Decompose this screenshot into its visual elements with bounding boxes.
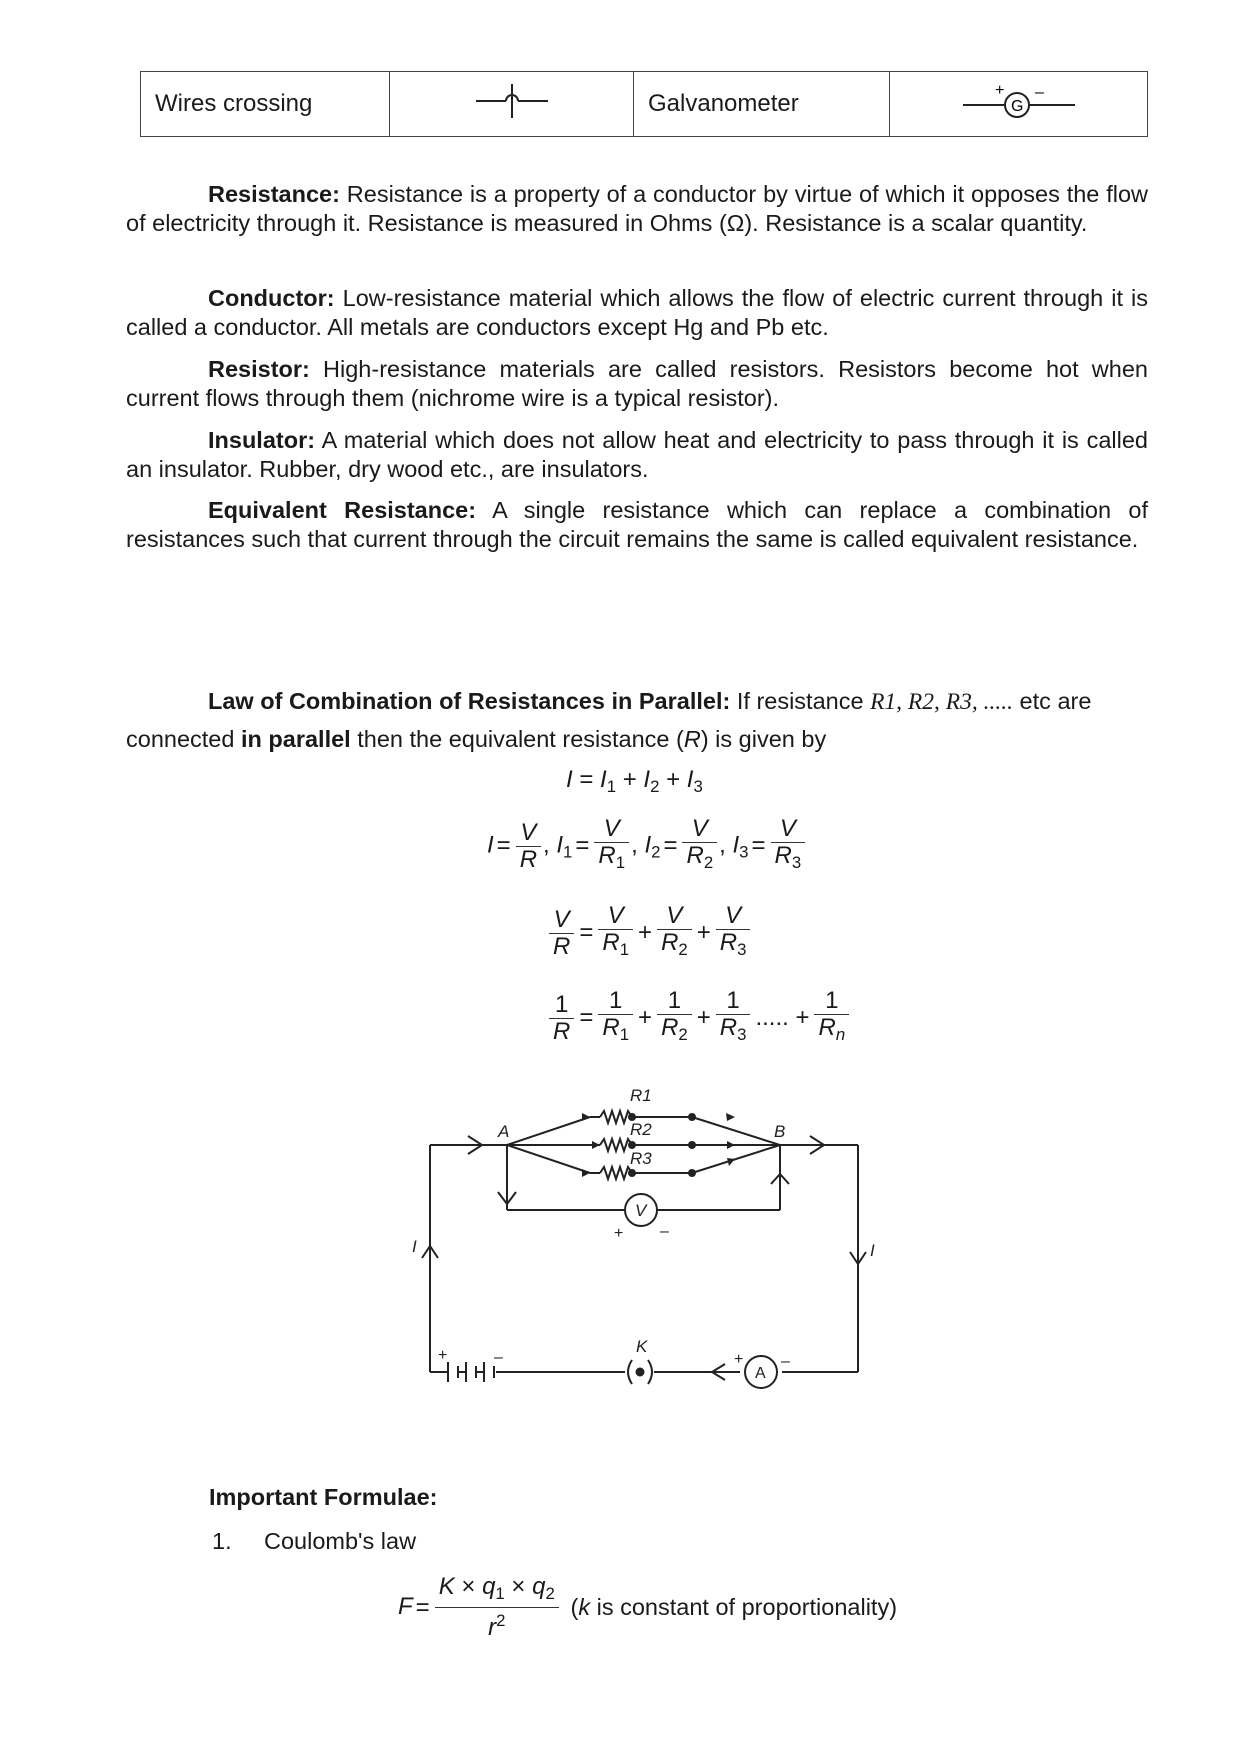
insulator-term: Insulator: (208, 427, 316, 453)
formula-item-number: 1. (212, 1528, 232, 1554)
equivalent-paragraph (126, 496, 1148, 554)
voltmeter-label: V (635, 1201, 647, 1220)
parallel-circuit-diagram (400, 1080, 880, 1400)
wires-crossing-label: Wires crossing (141, 72, 390, 137)
equation-ohms-law: I = $\frac{V}{R}$ , $I_1$ = $\frac{V}{R_1}$ , $I_2$ = $\frac{V}{R_2}$ , $I_3$ = $\frac{V}{R_3}$ (487, 816, 807, 876)
resistor-term: Resistor: (208, 356, 310, 382)
galvanometer-icon (890, 72, 1148, 137)
coulomb-law-equation: F = $\frac{K \times q_1 \times q_2}{r^2}$ (k is constant of proportionality) (398, 1573, 898, 1641)
node-a-label: A (498, 1122, 510, 1141)
equation-reciprocal-sum: $\frac{1}{R}$ = $\frac{1}{R_1}$ + $\frac{1}{R_2}$ + $\frac{1}{R_3}$ ..... + $\frac{1}{R_n}$ (547, 988, 851, 1048)
galvanometer-letter: G (1010, 97, 1023, 115)
equation-current-sum: $I = I_1 + I_2 + I_3$ (566, 766, 703, 796)
parallel-law-term: Law of Combination of Resistances in Parallel: (208, 688, 731, 714)
equivalent-text: A single resistance which can replace a combination of resistances such that current through the circuit remains the same is called equivalent resistance. (126, 497, 1148, 552)
symbol-table (140, 71, 1148, 137)
equivalent-term: Equivalent Resistance: (208, 497, 477, 523)
r1-label: R1 (630, 1086, 652, 1105)
resistor-paragraph (126, 355, 1148, 413)
resistor-text: High-resistance materials are called resistors. Resistors become hot when current flows through them (nichrome wire is a typical resistor). (126, 356, 1148, 411)
resistance-term: Resistance: (208, 181, 340, 207)
current-right-label: I (870, 1241, 875, 1260)
battery-minus: – (494, 1349, 503, 1366)
resistance-text: Resistance is a property of a conductor by virtue of which it opposes the flow of electricity through it. Resistance is measured in Ohms (Ω). Resistance is a scalar quantity. (126, 181, 1148, 236)
r2-label: R2 (630, 1120, 652, 1139)
galvanometer-minus: – (1034, 83, 1044, 101)
formula-item-label: Coulomb's law (264, 1528, 417, 1554)
voltmeter-plus: + (614, 1225, 624, 1242)
conductor-text: Low-resistance material which allows the flow of electric current through it is called a conductor. All metals are conductors except Hg and Pb etc. (126, 285, 1148, 340)
current-left-label: I (412, 1237, 417, 1256)
battery-plus: + (438, 1347, 448, 1364)
wires-crossing-icon (390, 72, 634, 137)
conductor-paragraph (126, 284, 1148, 342)
resistors-list: R1, R2, R3, ..... (870, 689, 1014, 715)
coulomb-note: (k is constant of proportionality) (570, 1594, 898, 1620)
galvanometer-plus: + (994, 81, 1004, 99)
insulator-paragraph (126, 426, 1148, 484)
key-label: K (636, 1337, 648, 1356)
ammeter-label: A (755, 1365, 766, 1382)
node-b-label: B (774, 1122, 786, 1141)
galvanometer-label: Galvanometer (634, 72, 890, 137)
insulator-text: A material which does not allow heat and electricity to pass through it is called an insulator. Rubber, dry wood etc., are insulators. (126, 427, 1148, 482)
resistance-paragraph (126, 180, 1148, 238)
equation-voltage-sum: $\frac{V}{R}$ = $\frac{V}{R_1}$ + $\frac{V}{R_2}$ + $\frac{V}{R_3}$ (547, 903, 752, 963)
parallel-law-paragraph: Law of Combination of Resistances in Parallel: If resistance R1, R2, R3, ..... etc are connected in parallel then the equivalent resistance (R) is given by (126, 688, 1092, 752)
ammeter-minus: – (781, 1353, 790, 1370)
coulomb-lhs: F (398, 1592, 413, 1620)
ammeter-plus: + (734, 1351, 744, 1368)
r3-label: R3 (630, 1149, 652, 1168)
voltmeter-minus: – (660, 1223, 669, 1240)
conductor-term: Conductor: (208, 285, 335, 311)
formulae-heading: Important Formulae: (209, 1484, 438, 1510)
